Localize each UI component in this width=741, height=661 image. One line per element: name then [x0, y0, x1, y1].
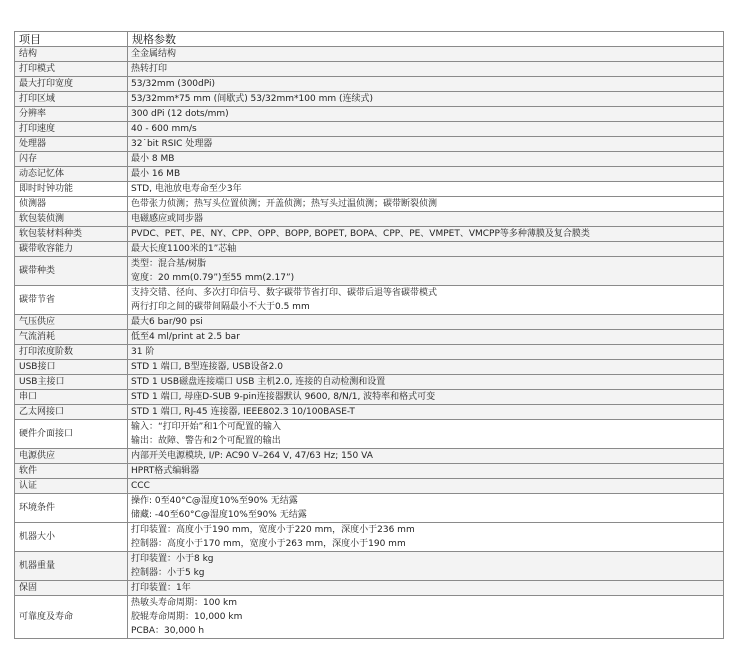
- row-value-line: 打印装置：1年: [131, 583, 191, 593]
- row-value: [128, 77, 724, 92]
- row-label: 保固: [15, 581, 128, 596]
- row-value-line: 全金属结构: [131, 49, 177, 59]
- row-label: 闪存: [15, 152, 128, 167]
- table-row: [15, 390, 724, 405]
- row-value-line: 电磁感应或同步器: [131, 214, 204, 224]
- row-value: [128, 62, 724, 77]
- table-row: [15, 405, 724, 420]
- row-value-line: 储藏: -40至60°C@湿度10%至90% 无结露: [131, 510, 307, 520]
- row-value: [128, 464, 724, 479]
- row-value: [128, 212, 724, 227]
- row-value-line: STD 1 端口, B型连接器, USB设备2.0: [131, 362, 283, 372]
- row-label: 可靠度及寿命: [15, 596, 128, 639]
- row-value: [128, 449, 724, 464]
- row-value-line: 32˙bit RSIC 处理器: [131, 139, 213, 149]
- row-value: [128, 596, 724, 639]
- row-value-line: STD 1 端口, 母座D-SUB 9-pin连接器默认 9600, 8/N/1, 波特率和格式可变: [131, 392, 436, 402]
- row-value: [128, 360, 724, 375]
- row-label: 打印浓度阶数: [15, 345, 128, 360]
- row-value: [128, 92, 724, 107]
- row-label: 打印区域: [15, 92, 128, 107]
- table-row: [15, 212, 724, 227]
- row-value: [128, 107, 724, 122]
- table-row: [15, 92, 724, 107]
- row-value: [128, 479, 724, 494]
- table-row: [15, 464, 724, 479]
- table-row: [15, 581, 724, 596]
- row-value: [128, 286, 724, 315]
- row-label: 即时时钟功能: [15, 182, 128, 197]
- row-value-line: 最大长度1100米的1”芯轴: [131, 244, 237, 254]
- table-row: [15, 345, 724, 360]
- table-row: [15, 330, 724, 345]
- row-label: 认证: [15, 479, 128, 494]
- table-row: [15, 479, 724, 494]
- row-value: [128, 227, 724, 242]
- row-value: [128, 137, 724, 152]
- table-row: [15, 137, 724, 152]
- row-value-line: 操作: 0至40°C@湿度10%至90% 无结露: [131, 496, 298, 506]
- row-value: [128, 330, 724, 345]
- row-value-line: 最小 16 MB: [131, 169, 181, 179]
- spec-table-body: [15, 47, 724, 639]
- table-row: [15, 596, 724, 639]
- table-row: [15, 257, 724, 286]
- row-value-line: 控制器：高度小于170 mm，宽度小于263 mm，深度小于190 mm: [131, 539, 406, 549]
- row-value-line: 色带张力侦测；热写头位置侦测；开盖侦测；热写头过温侦测；碳带断裂侦测: [131, 199, 438, 209]
- header-value: 规格参数: [128, 32, 724, 47]
- row-value-line: 打印装置：小于8 kg: [131, 554, 214, 564]
- row-label: 碳带种类: [15, 257, 128, 286]
- row-value: [128, 375, 724, 390]
- row-value-line: 31 阶: [131, 347, 155, 357]
- table-row: [15, 375, 724, 390]
- row-label: 气流消耗: [15, 330, 128, 345]
- row-label: 处理器: [15, 137, 128, 152]
- table-row: [15, 122, 724, 137]
- row-value-line: HPRT格式编辑器: [131, 466, 200, 476]
- row-value: [128, 122, 724, 137]
- table-row: [15, 47, 724, 62]
- row-value: [128, 182, 724, 197]
- row-value-line: PCBA：30,000 h: [131, 626, 205, 636]
- row-label: 最大打印宽度: [15, 77, 128, 92]
- row-value-line: CCC: [131, 481, 150, 491]
- row-value-line: 输出：故障、警告和2个可配置的输出: [131, 436, 281, 446]
- table-row: [15, 523, 724, 552]
- row-value: [128, 494, 724, 523]
- row-value-line: 控制器：小于5 kg: [131, 568, 205, 578]
- row-value: [128, 315, 724, 330]
- row-label: 乙太网接口: [15, 405, 128, 420]
- row-label: 碳带收容能力: [15, 242, 128, 257]
- row-value-line: 类型：混合基/树脂: [131, 259, 207, 269]
- row-label: USB接口: [15, 360, 128, 375]
- row-value-line: 热敏头寿命周期：100 km: [131, 598, 238, 608]
- table-row: [15, 449, 724, 464]
- row-value: [128, 167, 724, 182]
- row-label: 软件: [15, 464, 128, 479]
- row-label: 打印速度: [15, 122, 128, 137]
- row-value: [128, 257, 724, 286]
- row-value: [128, 345, 724, 360]
- row-label: 环境条件: [15, 494, 128, 523]
- row-label: 软包装侦测: [15, 212, 128, 227]
- row-value-line: 输入：“打印开始”和1个可配置的输入: [131, 422, 282, 432]
- table-row: [15, 77, 724, 92]
- row-label: 机器大小: [15, 523, 128, 552]
- table-row: [15, 227, 724, 242]
- table-row: [15, 420, 724, 449]
- row-value: [128, 152, 724, 167]
- row-label: 侦测器: [15, 197, 128, 212]
- row-value-line: 低至4 ml/print at 2.5 bar: [131, 332, 240, 342]
- row-value-line: 打印装置：高度小于190 mm，宽度小于220 mm，深度小于236 mm: [131, 525, 415, 535]
- row-label: 机器重量: [15, 552, 128, 581]
- row-label: 串口: [15, 390, 128, 405]
- row-value-line: 宽度：20 mm(0.79”)至55 mm(2.17”): [131, 273, 295, 283]
- spec-table: [14, 31, 724, 639]
- table-row: [15, 182, 724, 197]
- row-label: 硬件介面接口: [15, 420, 128, 449]
- row-value-line: 胶辊寿命周期：10,000 km: [131, 612, 243, 622]
- row-value-line: STD, 电池放电寿命至少3年: [131, 184, 242, 194]
- row-value: [128, 197, 724, 212]
- row-label: 电源供应: [15, 449, 128, 464]
- row-value-line: 两行打印之间的碳带间隔最小不大于0.5 mm: [131, 302, 310, 312]
- row-value-line: 最小 8 MB: [131, 154, 175, 164]
- row-value-line: STD 1 端口, RJ-45 连接器, IEEE802.3 10/100BASE-T: [131, 407, 355, 417]
- row-value-line: 53/32mm (300dPi): [131, 79, 215, 89]
- header-label: 项目: [15, 32, 128, 47]
- table-row: [15, 360, 724, 375]
- row-value: [128, 47, 724, 62]
- row-value-line: 40 - 600 mm/s: [131, 124, 197, 134]
- row-value-line: STD 1 USB磁盘连接端口 USB 主机2.0, 连接的自动检测和设置: [131, 377, 386, 387]
- row-value: [128, 581, 724, 596]
- table-row: [15, 107, 724, 122]
- table-row: [15, 152, 724, 167]
- row-value-line: 内部开关电源模块, I/P: AC90 V–264 V, 47/63 Hz; 150 VA: [131, 451, 373, 461]
- row-value-line: 53/32mm*75 mm (间歇式) 53/32mm*100 mm (连续式): [131, 94, 373, 104]
- table-row: [15, 315, 724, 330]
- table-row: [15, 242, 724, 257]
- row-label: 打印模式: [15, 62, 128, 77]
- table-row: [15, 62, 724, 77]
- row-label: USB主接口: [15, 375, 128, 390]
- row-value-line: 支持交错、径向、多次打印信号、数字碳带节省打印、碳带后退等省碳带模式: [131, 288, 438, 298]
- row-value-line: 300 dPi (12 dots/mm): [131, 109, 229, 119]
- table-row: [15, 286, 724, 315]
- row-label: 软包装材料种类: [15, 227, 128, 242]
- table-row: [15, 167, 724, 182]
- row-label: 结构: [15, 47, 128, 62]
- row-value: [128, 242, 724, 257]
- row-value: [128, 390, 724, 405]
- row-value: [128, 420, 724, 449]
- row-value-line: PVDC、PET、PE、NY、CPP、OPP、BOPP, BOPET, BOPA、CPP、PE、VMPET、VMCPP等多种薄膜及复合膜类: [131, 229, 590, 239]
- table-row: [15, 197, 724, 212]
- row-label: 气压供应: [15, 315, 128, 330]
- table-row: [15, 494, 724, 523]
- row-value-line: 最大6 bar/90 psi: [131, 317, 203, 327]
- row-label: 动态记忆体: [15, 167, 128, 182]
- row-value: [128, 552, 724, 581]
- row-value: [128, 405, 724, 420]
- table-row: [15, 552, 724, 581]
- row-value-line: 热转打印: [131, 64, 168, 74]
- table-header-row: [15, 32, 724, 47]
- row-value: [128, 523, 724, 552]
- row-label: 分辨率: [15, 107, 128, 122]
- row-label: 碳带节省: [15, 286, 128, 315]
